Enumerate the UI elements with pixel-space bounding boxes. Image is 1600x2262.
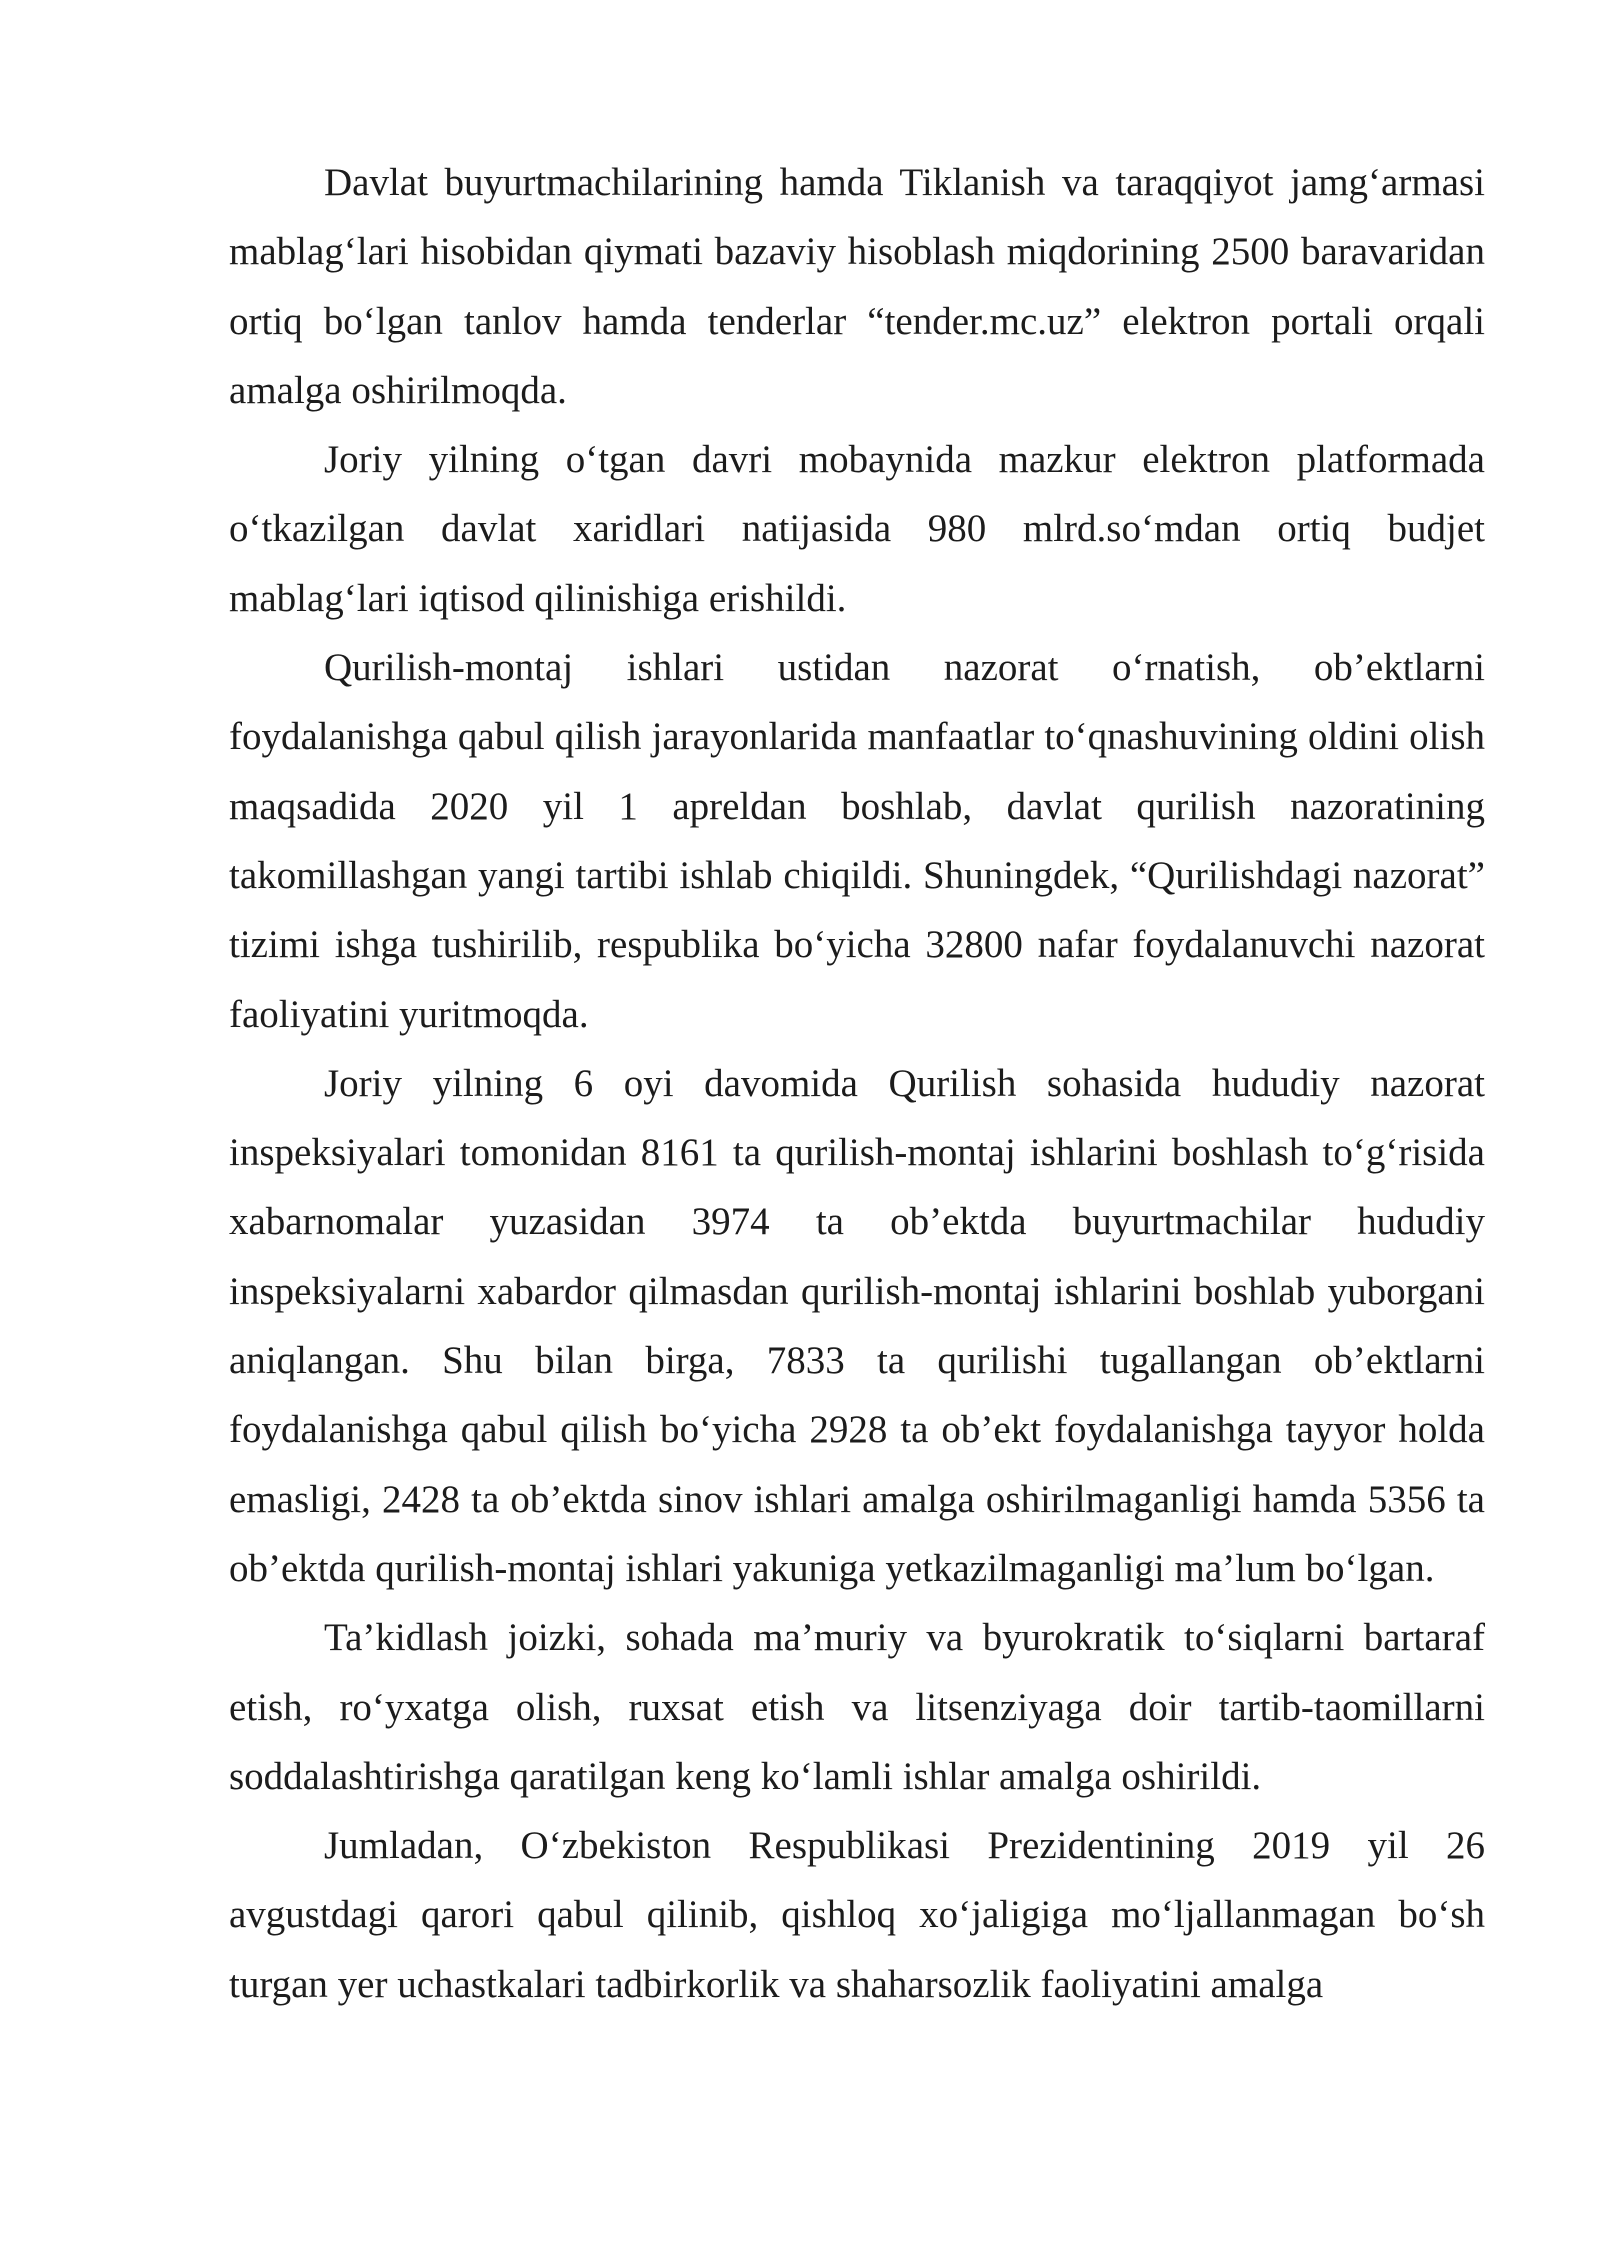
document-body [229,148,1485,2019]
paragraph-2: Joriy yilning o‘tgan davri mobaynida mazkur elektron platformada o‘tkazilgan davlat xaridlari natijasida 980 mlrd.so‘mdan ortiq budjet mablag‘lari iqtisod qilinishiga erishildi. [229,438,1485,620]
paragraph-6: Jumladan, O‘zbekiston Respublikasi Prezidentining 2019 yil 26 avgustdagi qarori qabul qilinib, qishloq xo‘jaligiga mo‘ljallanmagan bo‘sh turgan yer uchastkalari tadbirkorlik va shaharsozlik faoliyatini amalga [229,1824,1485,2006]
paragraph-4: Joriy yilning 6 oyi davomida Qurilish sohasida hududiy nazorat inspeksiyalari tomonidan 8161 ta qurilish-montaj ishlarini boshlash to‘g‘risida xabarnomalar yuzasidan 3974 ta ob’ektda buyurtmachilar hududiy inspeksiyalarni xabardor qilmasdan qurilish-montaj ishlarini boshlab yuborgani aniqlangan. Shu bilan birga, 7833 ta qurilishi tugallangan ob’ektlarni foydalanishga qabul qilish bo‘yicha 2928 ta ob’ekt foydalanishga tayyor holda emasligi, 2428 ta ob’ektda sinov ishlari amalga oshirilmaganligi hamda 5356 ta ob’ektda qurilish-montaj ishlari yakuniga yetkazilmaganligi ma’lum bo‘lgan. [229,1061,1485,1590]
paragraph-3: Qurilish-montaj ishlari ustidan nazorat o‘rnatish, ob’ektlarni foydalanishga qabul qilish jarayonlarida manfaatlar to‘qnashuvining oldini olish maqsadida 2020 yil 1 apreldan boshlab, davlat qurilish nazoratining takomillashgan yangi tartibi ishlab chiqildi. Shuningdek, “Qurilishdagi nazorat” tizimi ishga tushirilib, respublika bo‘yicha 32800 nafar foydalanuvchi nazorat faoliyatini yuritmoqda. [229,646,1485,1036]
paragraph-5: Ta’kidlash joizki, sohada ma’muriy va byurokratik to‘siqlarni bartaraf etish, ro‘yxatga olish, ruxsat etish va litsenziyaga doir tartib-taomillarni soddalashtirishga qaratilgan keng ko‘lamli ishlar amalga oshirildi. [229,1616,1485,1798]
paragraph-1: Davlat buyurtmachilarining hamda Tiklanish va taraqqiyot jamg‘armasi mablag‘lari hisobidan qiymati bazaviy hisoblash miqdorining 2500 baravaridan ortiq bo‘lgan tanlov hamda tenderlar “tender.mc.uz” elektron portali orqali amalga oshirilmoqda. [229,161,1485,412]
